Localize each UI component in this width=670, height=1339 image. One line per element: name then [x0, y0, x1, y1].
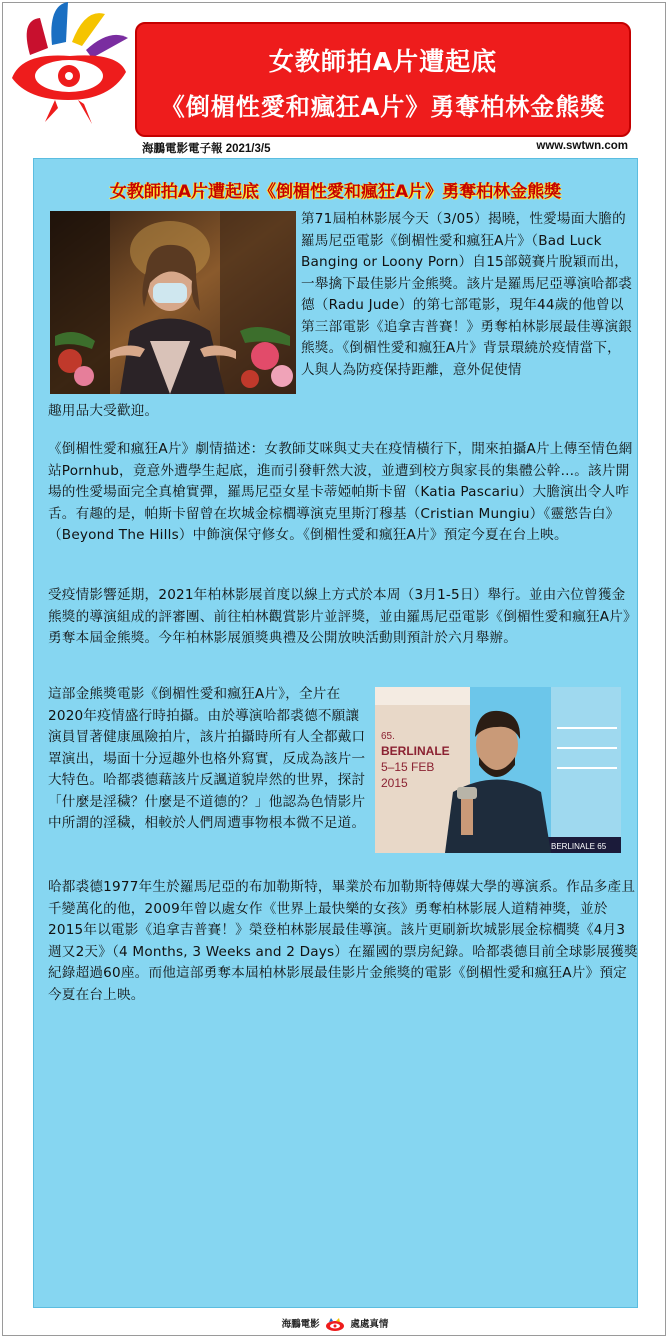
- banner-line-2: 《倒楣性愛和瘋狂A片》勇奪柏林金熊獎: [160, 93, 606, 121]
- footer-left-text: 海鵬電影: [281, 1319, 320, 1330]
- sign-dates: 5–15 FEB: [381, 760, 435, 774]
- headline-banner: [135, 22, 631, 137]
- publication-bar: [134, 140, 628, 156]
- footer-right-text: 處處真情: [350, 1319, 389, 1330]
- sign-edition: 65.: [381, 731, 395, 742]
- paragraph-3: 受疫情影響延期，2021年柏林影展首度以線上方式於本周（3月1-5日）舉行。並由六位曾獲金熊獎的導演組成的評審團、前往柏林觀賞影片並評獎，並由羅馬尼亞電影《倒楣性愛和瘋狂A片》勇奪本屆金熊獎。今年柏林影展頒獎典禮及公開放映活動則預計於六月舉辦。: [48, 587, 637, 646]
- publication-date: 海鵬電影電子報 2021/3/5: [142, 143, 271, 155]
- site-logo: [0, 0, 140, 130]
- banner-line-1: 女教師拍A片遭起底: [268, 47, 498, 76]
- paragraph-1-wrapped: 第71屆柏林影展今天（3/05）揭曉，性愛場面大膽的羅馬尼亞電影《倒楣性愛和瘋狂A片》（Bad Luck Banging or Loony Porn）自15部競賽片脫穎而出，一舉擒下最佳影片金熊獎。該片是羅馬尼亞導演哈都裘德（Radu Jude）的第七部電影，現年44歲的他曾以第三部電影《追拿吉普賽！》勇奪柏林影展最佳導演銀熊獎。《倒楣性愛和瘋狂A片》背景環繞於疫情當下，人與人為防疫保持距離，意外促使情: [301, 211, 633, 378]
- sign-corner: BERLINALE 65: [551, 842, 607, 851]
- sign-year: 2015: [381, 776, 408, 790]
- paragraph-4: 這部金熊獎電影《倒楣性愛和瘋狂A片》，全片在2020年疫情盛行時拍攝。由於導演哈都裘德不願讓演員冒著健康風險拍片，該片拍攝時所有人全都戴口罩演出，場面十分逗趣外也格外寫實，反成為該片一大特色。哈都裘德藉該片反諷道貌岸然的世界，探討「什麼是淫穢？什麼是不道德的？」他認為色情影片中所謂的淫穢，相較於人們周遭事物根本微不足道。: [48, 686, 366, 831]
- masked-actress-photo: [50, 211, 296, 394]
- page-footer: [0, 1316, 670, 1332]
- article-panel: [33, 158, 638, 1308]
- paragraph-1-tail: 趣用品大受歡迎。: [48, 403, 159, 419]
- site-url[interactable]: www.swtwn.com: [536, 140, 628, 152]
- sign-berlinale: BERLINALE: [381, 744, 450, 758]
- article-title: 女教師拍A片遭起底《倒楣性愛和瘋狂A片》勇奪柏林金熊獎: [109, 182, 562, 202]
- footer-logo-icon: [325, 1318, 345, 1332]
- paragraph-2: 《倒楣性愛和瘋狂A片》劇情描述：女教師艾咪與丈夫在疫情橫行下，閒來拍攝A片上傳至情色網站Pornhub，竟意外遭學生起底，進而引發軒然大波，並遭到校方與家長的集體公幹…。該片開場的性愛場面完全真槍實彈，羅馬尼亞女星卡蒂婭帕斯卡留（Katia Pascariu）大膽演出令人咋舌。有趣的是，帕斯卡留曾在坎城金棕櫚導演克里斯汀穆基（Cristian Mungiu）《靈慾告白》（Beyond The Hills）中飾演保守修女。《倒楣性愛和瘋狂A片》預定今夏在台上映。: [48, 441, 633, 543]
- paragraph-5: 哈都裘德1977年生於羅馬尼亞的布加勒斯特，畢業於布加勒斯特傳媒大學的導演系。作品多產且千變萬化的他，2009年曾以處女作《世界上最快樂的女孩》勇奪柏林影展人道精神獎，並於2015年以電影《追拿吉普賽！》榮登柏林影展最佳導演。該片更刷新坎城影展金棕櫚獎《4月3週又2天》（4 Months, 3 Weeks and 2 Days）在羅國的票房紀錄。哈都裘德目前全球影展獲獎紀錄超過60座。而他這部勇奪本屆柏林影展最佳影片金熊獎的電影《倒楣性愛和瘋狂A片》預定今夏在台上映。: [48, 879, 638, 1003]
- director-berlinale-photo: [375, 687, 621, 853]
